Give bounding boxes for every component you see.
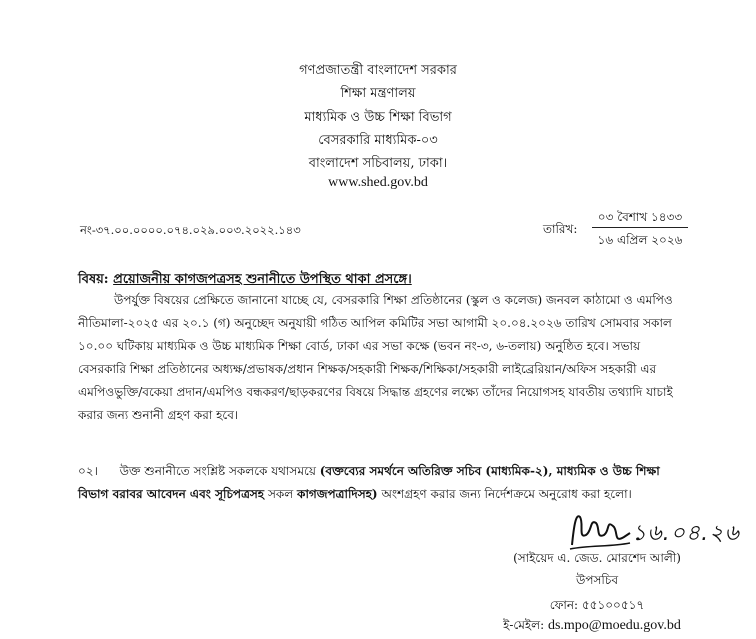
paragraph-2-plain: সকল <box>267 487 294 501</box>
paragraph-1-line: করার জন্য শুনানী গ্রহণ করা হবে। <box>78 408 239 422</box>
paragraph-1 <box>78 289 698 427</box>
paragraph-1-line: ১০.০০ ঘটিকায় মাধ্যমিক ও উচ্চ মাধ্যমিক শিক্ষা বোর্ড, ঢাকা এর সভা কক্ষে (ভবন নং-৩, ৬-তলায়) অনুষ্ঠিত হবে। সভায় <box>78 339 641 353</box>
signatory-email-row <box>472 617 712 637</box>
handwritten-date: ১৬.০৪.২৬ <box>632 521 740 546</box>
website-link[interactable]: www.shed.gov.bd <box>328 175 428 190</box>
date-label: তারিখ: <box>543 222 578 236</box>
paragraph-2-line-2 <box>78 483 698 506</box>
paragraph-2-plain: উক্ত শুনানীতে সংশ্লিষ্ট সকলকে যথাসময়ে <box>119 464 316 478</box>
signatory-phone: ফোন: ৫৫১০০৫১৭ <box>549 598 645 612</box>
paragraph-1-line: নীতিমালা-২০২৫ এর ২০.১ (গ) অনুচ্ছেদ অনুযায়ী গঠিত আপিল কমিটির সভা আগামী ২০.০৪.২০২৬ তারিখ সোমবার সকাল <box>78 316 672 330</box>
date-divider <box>592 227 688 228</box>
office-address: বাংলাদেশ সচিবালয়, ঢাকা। <box>308 156 448 171</box>
section-name: বেসরকারি মাধ্যমিক-০৩ <box>318 133 438 148</box>
signatory-designation: উপসচিব <box>575 573 618 587</box>
govt-name: গণপ্রজাতন্ত্রী বাংলাদেশ সরকার <box>299 63 457 78</box>
paragraph-2-number: ০২। <box>78 464 98 478</box>
subject-text: প্রয়োজনীয় কাগজপত্রসহ শুনানীতে উপস্থিত থাকা প্রসঙ্গে। <box>113 272 412 287</box>
subject-line <box>78 270 698 291</box>
ministry-name: শিক্ষা মন্ত্রণালয় <box>340 86 416 101</box>
paragraph-2-bold: (বক্তব্যের সমর্থনে অতিরিক্ত সচিব (মাধ্যমিক-২), মাধ্যমিক ও উচ্চ শিক্ষা <box>319 464 660 478</box>
paragraph-2-line-1 <box>78 460 698 483</box>
subject-label: বিষয়: <box>78 272 109 287</box>
date-bangla: ০৩ বৈশাখ ১৪৩৩ <box>597 210 683 224</box>
memo-number: নং-৩৭.০০.০০০০.০৭৪.০২৯.০০৩.২০২২.১৪৩ <box>80 223 301 237</box>
paragraph-1-line: বেসরকারি শিক্ষা প্রতিষ্ঠানের অধ্যক্ষ/প্রভাষক/প্রধান শিক্ষক/সহকারী শিক্ষক/শিক্ষিকা/সহকারী লাইব্রেরিয়ান/অফিস সহকারী এর <box>78 362 657 376</box>
signatory-name: (সাইয়েদ এ. জেড. মোরশেদ আলী) <box>513 551 681 565</box>
paragraph-2-bold: কাগজপত্রাদিসহ) <box>297 487 378 501</box>
division-name: মাধ্যমিক ও উচ্চ শিক্ষা বিভাগ <box>304 110 452 125</box>
paragraph-2-plain: অংশগ্রহণ করার জন্য নির্দেশক্রমে অনুরোধ করা হলো। <box>381 487 632 501</box>
paragraph-2 <box>78 460 698 506</box>
email-label: ই-মেইল: <box>503 618 545 632</box>
date-gregorian: ১৬ এপ্রিল ২০২৬ <box>597 233 683 247</box>
paragraph-1-line: এমপিওভুক্তি/বকেয়া প্রদান/এমপিও বন্ধকরণ/ছাড়করণের বিষয়ে সিদ্ধান্ত গ্রহণের লক্ষ্যে তাঁদের নিয়োগসহ যাবতীয় তথ্যাদি যাচাই <box>78 385 673 399</box>
paragraph-2-bold: বিভাগ বরাবর আবেদন এবং সূচিপত্রসহ <box>78 487 265 501</box>
email-link[interactable]: ds.mpo@moedu.gov.bd <box>547 618 681 633</box>
paragraph-1-line: উপর্যুক্ত বিষয়ের প্রেক্ষিতে জানানো যাচ্ছে যে, বেসরকারি শিক্ষা প্রতিষ্ঠানের (স্কুল ও কলেজ) জনবল কাঠামো ও এমপিও <box>114 293 673 307</box>
